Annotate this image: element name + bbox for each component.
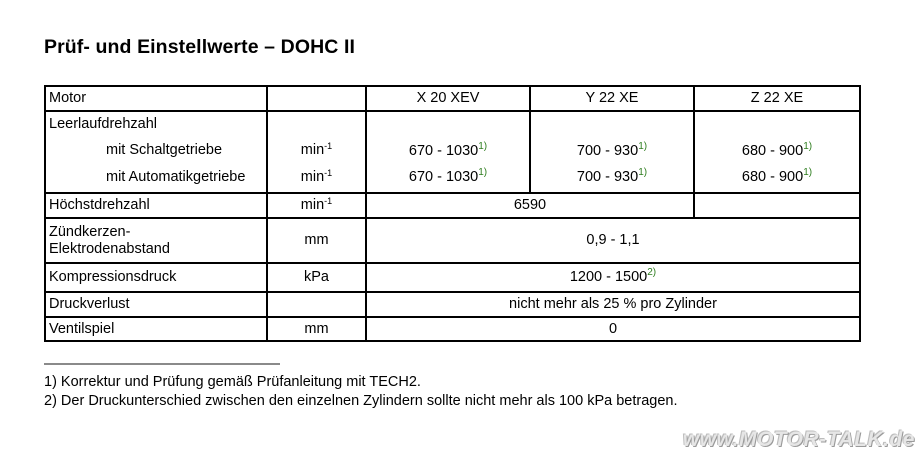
- header-engine-3: Z 22 XE: [694, 86, 860, 111]
- leerlauf-schalt-value-3: 680 - 900$^{1)}$: [741, 141, 813, 159]
- spec-table: [44, 85, 861, 342]
- leerlauf-auto-value-3: 680 - 900$^{1)}$: [741, 167, 813, 185]
- row-leerlaufdrehzahl: [45, 111, 860, 193]
- ventilspiel-label: Ventilspiel: [45, 317, 267, 341]
- footnote-1: 1) Korrektur und Prüfung gemäß Prüfanleitung mit TECH2.: [44, 374, 421, 390]
- cell-leerlauf-engine-1: [366, 111, 530, 193]
- ventilspiel-unit: mm: [267, 317, 366, 341]
- hoechst-value: 6590: [366, 193, 694, 218]
- zuendkerzen-label-line1: Zündkerzen-: [49, 223, 131, 240]
- leerlauf-label: Leerlaufdrehzahl: [49, 116, 158, 132]
- zuendkerzen-value: 0,9 - 1,1: [366, 218, 860, 263]
- leerlauf-schalt-label: mit Schaltgetriebe: [106, 142, 223, 158]
- row-kompressionsdruck: [45, 263, 860, 292]
- row-ventilspiel: [45, 317, 860, 341]
- leerlauf-auto-value-1: 670 - 1030$^{1)}$: [408, 167, 488, 185]
- kompression-label: Kompressionsdruck: [45, 263, 267, 292]
- watermark-logo: www.MOTOR-TALK.de: [682, 428, 915, 451]
- druckverlust-unit: [267, 292, 366, 317]
- row-hoechstdrehzahl: [45, 193, 860, 218]
- ventilspiel-value: 0: [366, 317, 860, 341]
- leerlauf-auto-value-2: 700 - 930$^{1)}$: [576, 167, 648, 185]
- leerlauf-unit-schalt: $\min^{-1}$: [300, 141, 333, 158]
- leerlauf-unit-auto: $\min^{-1}$: [300, 168, 333, 185]
- row-zuendkerzen: [45, 218, 860, 263]
- leerlauf-auto-label: mit Automatikgetriebe: [106, 169, 246, 185]
- leerlauf-schalt-value-1: 670 - 1030$^{1)}$: [408, 141, 488, 159]
- zuendkerzen-label: [45, 218, 267, 263]
- cell-leerlauf-engine-3: [694, 111, 860, 193]
- footnote-divider: [44, 363, 280, 365]
- zuendkerzen-label-line2: Elektrodenabstand: [49, 240, 170, 257]
- hoechst-unit: $\min^{-1}$: [267, 193, 366, 218]
- druckverlust-label: Druckverlust: [45, 292, 267, 317]
- kompression-unit: kPa: [267, 263, 366, 292]
- cell-leerlauf-labels: [45, 111, 267, 193]
- druckverlust-value: nicht mehr als 25 % pro Zylinder: [366, 292, 860, 317]
- leerlauf-schalt-value-2: 700 - 930$^{1)}$: [576, 141, 648, 159]
- zuendkerzen-unit: mm: [267, 218, 366, 263]
- header-unit: [267, 86, 366, 111]
- page-title: Prüf- und Einstellwerte – DOHC II: [44, 36, 356, 58]
- hoechst-label: Höchstdrehzahl: [45, 193, 267, 218]
- hoechst-value-z22xe: [694, 193, 860, 218]
- row-druckverlust: [45, 292, 860, 317]
- cell-leerlauf-units: [267, 111, 366, 193]
- header-engine-2: Y 22 XE: [530, 86, 694, 111]
- header-motor: Motor: [45, 86, 267, 111]
- cell-leerlauf-engine-2: [530, 111, 694, 193]
- kompression-value: 1200 - 1500$^{2)}$: [366, 263, 860, 292]
- header-row: [45, 86, 860, 111]
- header-engine-1: X 20 XEV: [366, 86, 530, 111]
- footnote-2: 2) Der Druckunterschied zwischen den einzelnen Zylindern sollte nicht mehr als 100 kPa betragen.: [44, 393, 678, 409]
